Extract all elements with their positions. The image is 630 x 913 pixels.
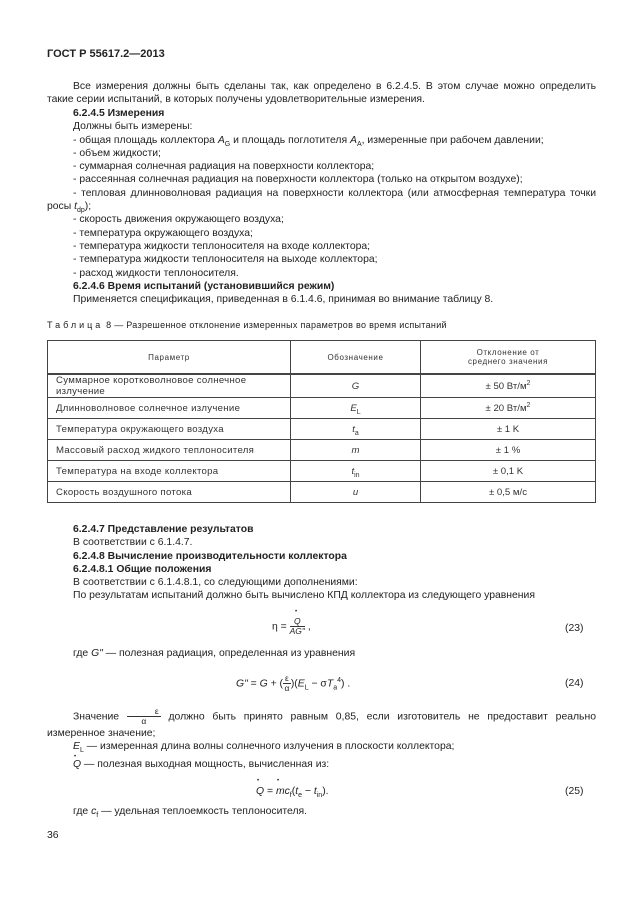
deviation-table bbox=[47, 340, 596, 503]
symbol-cell: $t_{in}$ bbox=[291, 461, 421, 482]
table-header-row bbox=[48, 341, 596, 375]
table-caption: Таблица 8 — Разрешенное отклонение измеренных параметров во время испытаний bbox=[47, 320, 447, 330]
section-heading: 6.2.4.8.1 Общие положения bbox=[73, 563, 212, 575]
parameter-cell: Суммарное коротковолновое солнечное излучение bbox=[48, 374, 291, 398]
document-header: ГОСТ Р 55617.2—2013 bbox=[47, 48, 165, 60]
symbol-cell: u bbox=[291, 482, 421, 503]
paragraph: где $c_f$ — удельная теплоемкость теплоносителя. bbox=[73, 806, 308, 820]
deviation-cell: ± 0,5 м/с bbox=[421, 482, 596, 503]
column-header: Параметр bbox=[48, 341, 291, 375]
table-row bbox=[48, 374, 596, 398]
section-heading: 6.2.4.7 Представление результатов bbox=[73, 524, 254, 535]
section-heading: 6.2.4.5 Измерения bbox=[73, 108, 165, 119]
list-item: - тепловая длинноволновая радиация на поверхности коллектора (или атмосферная температура точки росы $t_{dp}$); bbox=[47, 187, 596, 215]
deviation-cell: ± 20 $Вт/м^2$ bbox=[421, 398, 596, 419]
deviation-cell: ± 1 K bbox=[421, 419, 596, 440]
list-item: - температура окружающего воздуха; bbox=[73, 227, 253, 239]
list-item: - рассеянная солнечная радиация на поверхности коллектора (только на открытом воздухе); bbox=[73, 174, 523, 186]
column-header: Обозначение bbox=[291, 341, 421, 375]
section-6-2-4-5 bbox=[47, 107, 596, 306]
section-heading: 6.2.4.8 Вычисление производительности коллектора bbox=[73, 550, 347, 562]
paragraph: По результатам испытаний должно быть вычислено КПД коллектора из следующего уравнения bbox=[73, 590, 535, 602]
column-header: Отклонение от среднего значения bbox=[421, 341, 596, 375]
equation-number: (25) bbox=[565, 786, 584, 797]
paragraph: • Q — полезная выходная мощность, вычисленная из: bbox=[47, 758, 622, 771]
parameter-cell: Температура на входе коллектора bbox=[48, 461, 291, 482]
parameter-cell: Длинноволновое солнечное излучение bbox=[48, 398, 291, 419]
section-heading: 6.2.4.6 Время испытаний (установившийся режим) bbox=[73, 280, 335, 292]
equation-number: (24) bbox=[565, 678, 584, 689]
list-item: - расход жидкости теплоносителя. bbox=[73, 267, 239, 279]
parameter-cell: Скорость воздушного потока bbox=[48, 482, 291, 503]
list-item: - суммарная солнечная радиация на поверхности коллектора; bbox=[73, 161, 375, 173]
equation-24: G" = G + ( ε $\alpha)(E_L - \sigma T_a^4)$ . bbox=[236, 673, 351, 693]
table-row bbox=[48, 440, 596, 461]
symbol-cell: $t_a$ bbox=[291, 419, 421, 440]
symbol-cell: $E_L$ bbox=[291, 398, 421, 419]
intro-paragraph: Все измерения должны быть сделаны так, как определено в 6.2.4.5. В этом случае можно определить такие серии испытаний, в которых получены удовлетворительные измерения. bbox=[47, 81, 596, 106]
table-row bbox=[48, 461, 596, 482]
list-item: - температура жидкости теплоносителя на выходе коллектора; bbox=[73, 254, 378, 266]
deviation-cell: ± 1 % bbox=[421, 440, 596, 461]
table-row bbox=[48, 482, 596, 503]
parameter-cell: Массовый расход жидкого теплоносителя bbox=[48, 440, 291, 461]
table-row bbox=[48, 398, 596, 419]
list-item: - температура жидкости теплоносителя на входе коллектора; bbox=[73, 240, 371, 252]
section-6-2-4-7 bbox=[47, 523, 596, 603]
list-item: - общая площадь коллектора $A_G$ и площадь поглотителя $A_A$, измеренные при рабочем давлении; bbox=[73, 134, 544, 148]
deviation-cell: ± 0,1 K bbox=[421, 461, 596, 482]
paragraph: $E_L$ — измеренная длина волны солнечного излучения в плоскости коллектора; bbox=[73, 741, 455, 755]
equation-23: η = • $\frac{Q}{AG"}$ , bbox=[272, 617, 311, 636]
paragraph: где G" — полезная радиация, определенная из уравнения bbox=[73, 648, 356, 659]
page-number: 36 bbox=[47, 830, 59, 841]
equation-number: (23) bbox=[565, 623, 584, 634]
paragraph: Должны быть измерены: bbox=[73, 121, 193, 133]
paragraph: В соответствии с 6.1.4.7. bbox=[73, 537, 193, 549]
parameter-cell: Температура окружающего воздуха bbox=[48, 419, 291, 440]
symbol-cell: m bbox=[291, 440, 421, 461]
paragraph: Значение ε α должно быть принято равным 0,85, если изготовитель не предоставит реально измеренное значение; bbox=[47, 706, 596, 739]
paragraph: Применяется спецификация, приведенная в 6.1.4.6, принимая во внимание таблицу 8. bbox=[73, 294, 494, 306]
list-item: - объем жидкости; bbox=[73, 147, 161, 159]
deviation-cell: ± 50 $Вт/м^2$ bbox=[421, 374, 596, 398]
symbol-cell: G bbox=[291, 374, 421, 398]
paragraph: В соответствии с 6.1.4.8.1, со следующими дополнениями: bbox=[73, 577, 358, 589]
list-item: - скорость движения окружающего воздуха; bbox=[73, 214, 284, 226]
table-row bbox=[48, 419, 596, 440]
equation-25: • Q = • $mc_f(t_e - t_{in})$. bbox=[256, 786, 329, 797]
